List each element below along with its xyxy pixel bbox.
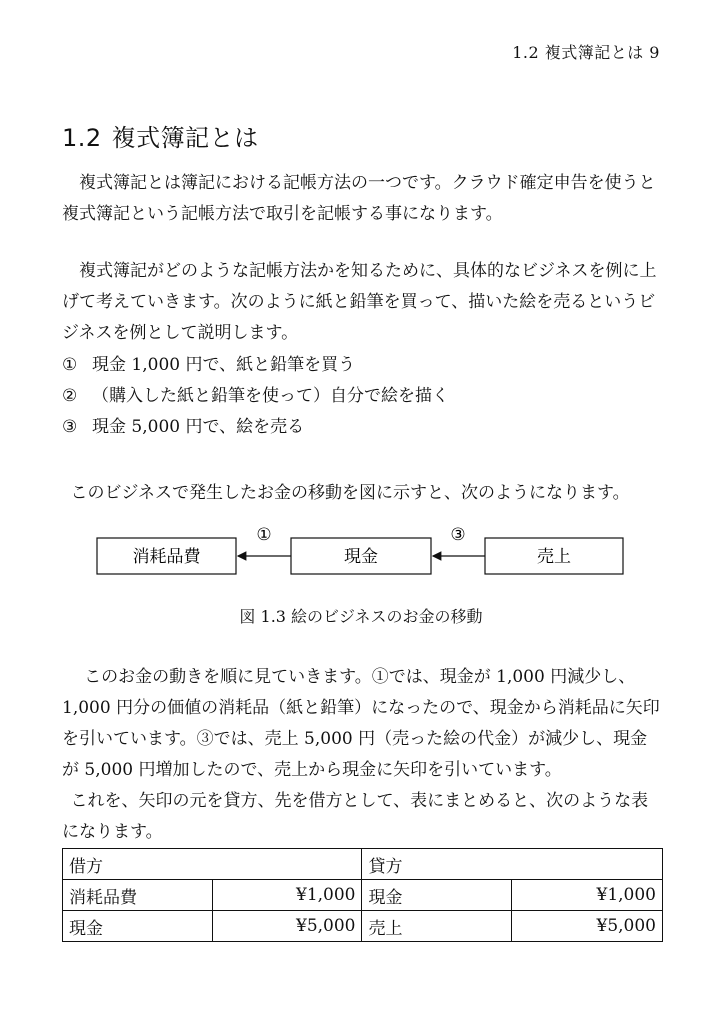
flow-intro-paragraph: このビジネスで発生したお金の移動を図に示すと、次のようになります。: [70, 483, 630, 503]
journal-table: [62, 848, 663, 942]
step-item: [62, 350, 662, 381]
table-row: [63, 880, 663, 911]
credit-account-cell: 現金: [362, 880, 512, 911]
credit-amount-cell: ¥5,000: [512, 911, 663, 942]
debit-header: 借方: [63, 849, 362, 880]
section-number: 1.2: [62, 124, 102, 152]
business-steps-list: [62, 350, 662, 443]
step-text: （購入した紙と鉛筆を使って）自分で絵を描く: [92, 386, 449, 406]
money-flow-diagram: [0, 522, 722, 582]
table-row: [63, 911, 663, 942]
explanation-paragraph: このお金の動きを順に見ていきます。①では、現金が 1,000 円減少し、1,000 円分の価値の消耗品（紙と鉛筆）になったので、現金から消耗品に矢印を引いています。③では、売上 5,000 円（売った絵の代金）が減少し、現金が 5,000 円増加したので、売上から現金に矢印を引いています。: [62, 667, 660, 780]
debit-account-cell: 現金: [63, 911, 213, 942]
cash-box-label: 現金: [344, 547, 378, 567]
sales-box-label: 売上: [537, 547, 571, 567]
credit-amount-cell: ¥1,000: [512, 880, 663, 911]
intro-paragraph: 複式簿記とは簿記における記帳方法の一つです。クラウド確定申告を使うと複式簿記という記帳方法で取引を記帳する事になります。: [62, 173, 656, 224]
step-number: ②: [62, 386, 78, 406]
table-header-row: [63, 849, 663, 880]
step-number: ①: [62, 355, 78, 375]
credit-header: 貸方: [362, 849, 663, 880]
running-header: 1.2 複式簿記とは 9: [512, 43, 660, 62]
step-item: [62, 412, 662, 443]
arrow-label-step3: ③: [450, 525, 466, 545]
table-intro-paragraph: これを、矢印の元を貸方、先を借方として、表にまとめると、次のような表になります。: [62, 791, 649, 842]
debit-amount-cell: ¥5,000: [212, 911, 362, 942]
step-number: ③: [62, 417, 78, 437]
arrow-label-step1: ①: [256, 525, 272, 545]
section-title-text: 複式簿記とは: [111, 124, 259, 152]
section-title: [62, 118, 259, 153]
step-item: [62, 381, 662, 412]
figure-caption: 図 1.3 絵のビジネスのお金の移動: [239, 607, 483, 626]
step-text: 現金 1,000 円で、紙と鉛筆を買う: [92, 355, 356, 375]
debit-amount-cell: ¥1,000: [212, 880, 362, 911]
step-text: 現金 5,000 円で、絵を売る: [92, 417, 305, 437]
credit-account-cell: 売上: [362, 911, 512, 942]
expense-box-label: 消耗品費: [132, 547, 201, 567]
example-intro-paragraph: 複式簿記がどのような記帳方法かを知るために、具体的なビジネスを例に上げて考えていきます。次のように紙と鉛筆を買って、描いた絵を売るというビジネスを例として説明します。: [62, 261, 657, 343]
debit-account-cell: 消耗品費: [63, 880, 213, 911]
